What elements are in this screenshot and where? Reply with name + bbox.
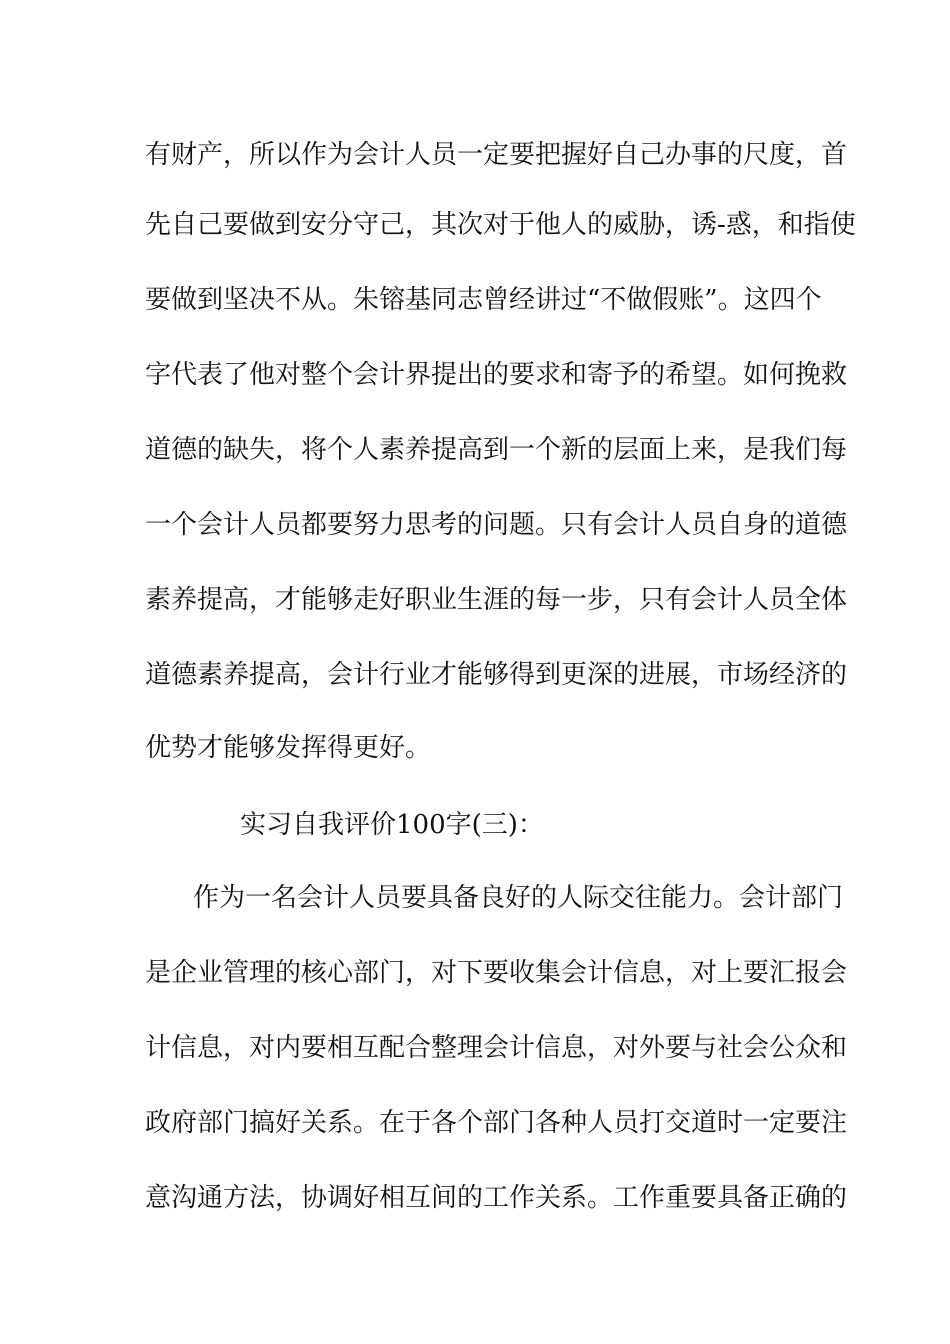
paragraph-line: 道德素养提高，会计行业才能够得到更深的进展，市场经济的 xyxy=(145,660,848,690)
paragraph-line: 先自己要做到安分守己，其次对于他人的威胁，诱-惑，和指使 xyxy=(145,210,856,240)
paragraph-line: 意沟通方法，协调好相互间的工作关系。工作重要具备正确的 xyxy=(145,1183,848,1213)
paragraph-line: 计信息，对内要相互配合整理会计信息，对外要与社会公众和 xyxy=(145,1033,848,1063)
paragraph-line: 有财产，所以作为会计人员一定要把握好自己办事的尺度，首 xyxy=(145,140,848,170)
paragraph-line: 字代表了他对整个会计界提出的要求和寄予的希望。如何挽救 xyxy=(145,360,848,390)
paragraph-line: 一个会计人员都要努力思考的问题。只有会计人员自身的道德 xyxy=(145,510,848,540)
paragraph-line: 作为一名会计人员要具备良好的人际交往能力。会计部门 xyxy=(193,883,844,913)
paragraph-line: 要做到坚决不从。朱镕基同志曾经讲过“不做假账”。这四个 xyxy=(145,285,822,315)
paragraph-line: 素养提高，才能够走好职业生涯的每一步，只有会计人员全体 xyxy=(145,585,848,615)
paragraph-line: 道德的缺失，将个人素养提高到一个新的层面上来，是我们每 xyxy=(145,435,848,465)
section-heading: 实习自我评价100字(三)： xyxy=(240,810,544,840)
paragraph-line: 政府部门搞好关系。在于各个部门各种人员打交道时一定要注 xyxy=(145,1108,848,1138)
paragraph-line: 是企业管理的核心部门，对下要收集会计信息，对上要汇报会 xyxy=(145,958,848,988)
paragraph-line: 优势才能够发挥得更好。 xyxy=(145,733,432,763)
